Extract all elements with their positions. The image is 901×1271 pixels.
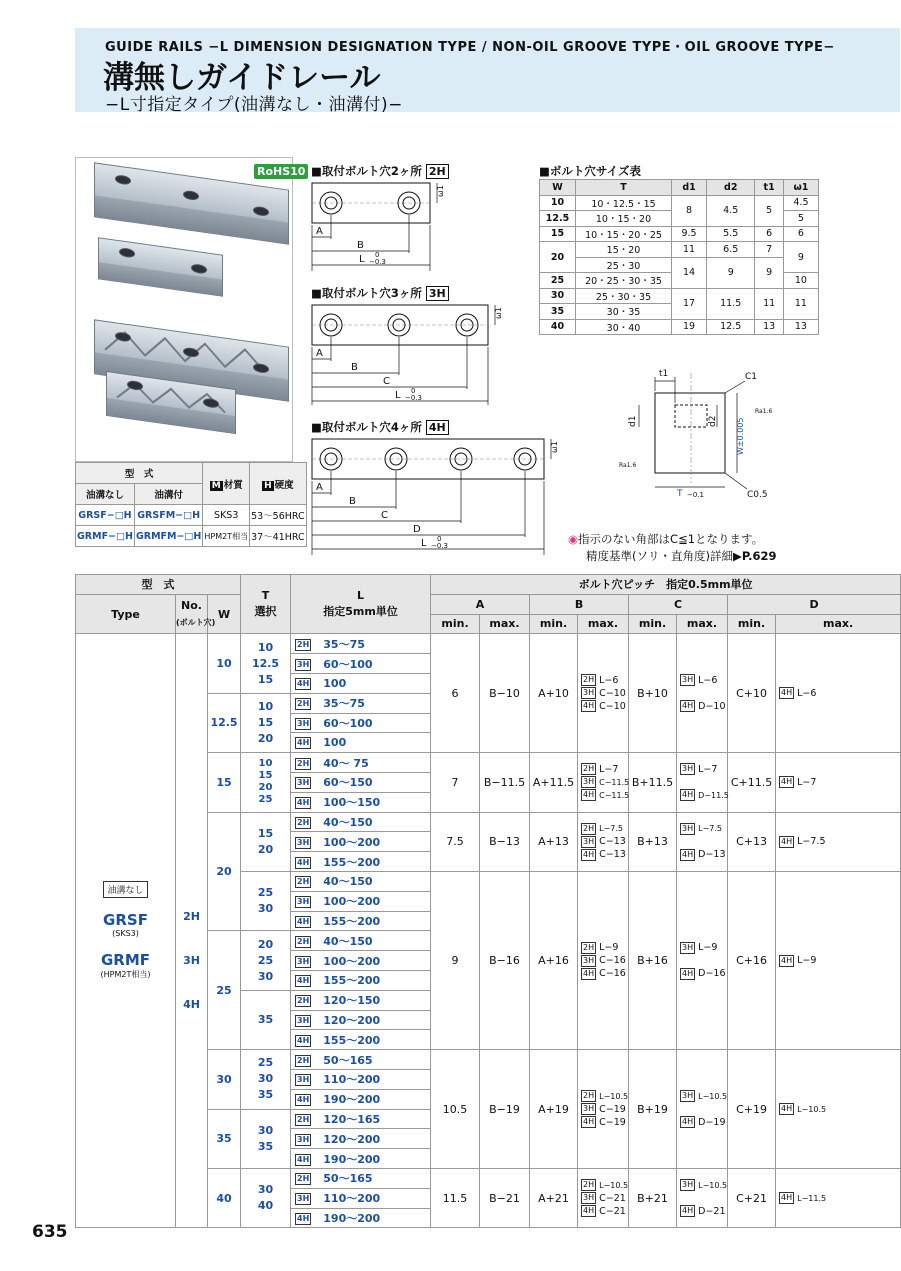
- table-row: 4H 190〜200: [76, 1208, 901, 1228]
- table-row: 4H 155〜200: [76, 852, 901, 872]
- no-cell: 2H 3H 4H: [176, 634, 208, 1228]
- svg-text:ω1: ω1: [436, 185, 445, 197]
- table-row: 4H 100: [76, 733, 901, 753]
- type-badge: 油溝なし: [103, 881, 147, 898]
- svg-text:B: B: [349, 496, 356, 507]
- svg-text:L: L: [395, 390, 401, 401]
- dim-d1: d1: [628, 415, 638, 427]
- col-pitch: ボルト穴ピッチ 指定0.5mm単位: [431, 575, 901, 595]
- col-l: L 指定5mm単位: [291, 575, 431, 634]
- rail-photo-short: [98, 237, 223, 297]
- table-row: 4H 190〜200: [76, 1089, 901, 1109]
- table-row: 3H 100〜200: [76, 891, 901, 911]
- product-photo: [75, 157, 306, 462]
- dim-c1: C1: [745, 372, 758, 382]
- bolt-row: 25・30 14 9 9: [540, 257, 819, 273]
- bolt-row: 35 30・35: [540, 304, 819, 320]
- svg-text:A: A: [316, 348, 323, 359]
- svg-text:−0.3: −0.3: [369, 258, 386, 266]
- svg-text:C: C: [381, 510, 388, 521]
- material-type-b: GRSFM−□H: [134, 505, 202, 526]
- title-english: GUIDE RAILS −L DIMENSION DESIGNATION TYPE / NON-OIL GROOVE TYPE・OIL GROOVE TYPE−: [105, 40, 835, 55]
- subtitle: −L寸指定タイプ(油溝なし・油溝付)−: [105, 95, 403, 115]
- diagram-2h-title: ■取付ボルト穴2ヶ所 2H: [311, 163, 449, 179]
- material-type-a: GRMF−□H: [76, 526, 135, 547]
- bolt-size-table: W T d1 d2 t1 ω1 10 10・12.5・15 8 4.5 5 4.5 12.5 10・15・20 5 15 10・15・20・25 9.5 5.5 6 6 20 15・20 11 6.5 7 9 25・30 14 9 9 25 20・25・30・35 10 30 25・30・35 17 11.5 11 11 35 30・35 40 30・40 19 12.5 13 13: [539, 179, 819, 335]
- diagram-4h: [311, 437, 561, 557]
- dim-t: T: [677, 489, 683, 499]
- diagram-3h-title: ■取付ボルト穴3ヶ所 3H: [311, 285, 449, 301]
- diagram-4h-title: ■取付ボルト穴4ヶ所 4H: [311, 419, 449, 435]
- table-row: 4H 190〜200: [76, 1149, 901, 1169]
- page-ref-arrow-icon: ▶: [732, 549, 742, 563]
- dim-d2: d2: [708, 415, 718, 427]
- table-row: 4H 100: [76, 673, 901, 693]
- table-row: 4H 155〜200: [76, 1030, 901, 1050]
- table-row: 25 30 2H 40〜150 9 B−16 A+16 2H L−9 3H C−16 4H C−16 B+16 3H L−9 4H D−16 C+16 4H L−9: [76, 871, 901, 891]
- svg-text:0: 0: [411, 387, 416, 395]
- hardness-value: 53〜56HRC: [250, 505, 307, 526]
- table-row: 35 30 35 2H 120〜165: [76, 1109, 901, 1129]
- dim-l: L: [359, 254, 365, 265]
- material-type-b: GRMFM−□H: [134, 526, 202, 547]
- table-row: 3H 110〜200: [76, 1188, 901, 1208]
- table-row: 4H 155〜200: [76, 911, 901, 931]
- roughness-label: Ra1.6: [755, 408, 773, 415]
- type-cell: 油溝なし GRSF (SKS3) GRMF (HPM2T相当): [76, 634, 176, 1228]
- svg-text:−0.1: −0.1: [687, 491, 704, 499]
- main-spec-table: 型 式 T 選択 L 指定5mm単位 ボルト穴ピッチ 指定0.5mm単位 Type No. (ボルト穴) W A B C D min. max. min. max. min. max. min. max. 油溝なし GRSF (SKS3) GRMF (HPM2T相当) 2H 3H 4H 10 10 12.5 15 2H 35〜75 6 B−10 A+10 2H L−6 3H C−10 4H C−10 B+10 3H L−6 4H D−10 C+10 4H L−6 3H 60〜100 4H 100 12.5 10 15 20 2H 35〜75 3H 60〜100 4H 100 15 10 15 20 25 2H 40〜 75 7 B−11.5 A+11.5 2H L−7 3H C−11.5 4H C−11.5 B+11.5 3H L−7 4H D−11.5 C+11.5 4H L−7 3H 60〜150 4H 100〜150 20 15 20 2H 40〜150 7.5 B−13 A+13 2H L−7.5 3H C−13 4H C−13 B+13 3H L−7.5 4H D−13 C+13 4H L−7.5 3H 100〜200 4H 155〜200 25 30 2H 40〜150 9 B−16 A+16 2H L−9 3H C−16 4H C−16 B+16 3H L−9 4H D−16 C+16 4H L−9 3H 100〜200 4H 155〜200 25 20 25 30 2H 40〜150 3H 100〜200 4H 155〜200 35 2H 120〜150 3H 120〜200 4H 155〜200 30 25 30 35 2H 50〜165 10.5 B−19 A+19 2H L−10.5 3H C−19 4H C−19 B+19 3H L−10.5 4H D−19 C+19 4H L−10.5 3H 110〜200 4H 190〜200 35 30 35 2H 120〜165 3H 120〜200 4H 190〜200 40 30 40 2H 50〜165 11.5 B−21 A+21 2H L−10.5 3H C−21 4H C−21 B+21 3H L−10.5 4H D−21 C+21 4H L−11.5 3H 110〜200 4H 190〜200: [75, 574, 901, 1228]
- precision-note: 精度基準(ソリ・直角度)詳細▶P.629: [586, 549, 777, 563]
- table-row: 3H 100〜200: [76, 951, 901, 971]
- col-d: D: [728, 594, 901, 614]
- material-col-groove: 油溝付: [134, 484, 202, 505]
- corner-note: ◉指示のない角部はC≦1となります。: [568, 532, 764, 546]
- diagram-2h: [311, 181, 451, 273]
- table-row: 3H 60〜100: [76, 713, 901, 733]
- bolt-row: 12.5 10・15・20 5: [540, 211, 819, 227]
- svg-text:−0.3: −0.3: [431, 542, 448, 550]
- page-number: 635: [32, 1222, 68, 1242]
- material-col-nogroove: 油溝なし: [76, 484, 135, 505]
- pin-icon: ◉: [568, 532, 579, 546]
- main-spec-table-wrap: [75, 574, 900, 1228]
- table-row: 4H 100〜150: [76, 792, 901, 812]
- bolt-row: 10 10・12.5・15 8 4.5 5 4.5: [540, 195, 819, 211]
- svg-text:A: A: [316, 482, 323, 493]
- material-col-type: 型 式: [76, 463, 203, 484]
- table-row: 30 25 30 35 2H 50〜165 10.5 B−19 A+19 2H L−10.5 3H C−19 4H C−19 B+19 3H L−10.5 4H D−19 C+19 4H L−10.5: [76, 1050, 901, 1070]
- bolt-row: 25 20・25・30・35 10: [540, 273, 819, 289]
- table-row: 35 2H 120〜150: [76, 990, 901, 1010]
- page-ref-link[interactable]: P.629: [741, 549, 777, 563]
- type-grsf: GRSF: [103, 911, 148, 930]
- page-header: [75, 28, 900, 115]
- bolt-table-title: ■ボルト穴サイズ表: [539, 164, 641, 178]
- table-row: 3H 60〜100: [76, 654, 901, 674]
- col-t: T 選択: [241, 575, 291, 634]
- table-row: 3H 110〜200: [76, 1069, 901, 1089]
- material-row: [76, 526, 307, 547]
- col-w: W: [208, 594, 241, 634]
- dim-t1: t1: [659, 369, 669, 379]
- table-row: 4H 155〜200: [76, 970, 901, 990]
- material-type-a: GRSF−□H: [76, 505, 135, 526]
- table-row: 25 20 25 30 2H 40〜150: [76, 931, 901, 951]
- table-row: 15 10 15 20 25 2H 40〜 75 7 B−11.5 A+11.5 2H L−7 3H C−11.5 4H C−11.5 B+11.5 3H L−7 4H D−11.5 C+11.5 4H L−7: [76, 753, 901, 773]
- title-japanese: 溝無しガイドレール: [103, 60, 381, 96]
- table-row: 40 30 40 2H 50〜165 11.5 B−21 A+21 2H L−10.5 3H C−21 4H C−21 B+21 3H L−10.5 4H D−21 C+21 4H L−11.5: [76, 1168, 901, 1188]
- material-value: SKS3: [203, 505, 250, 526]
- svg-text:ω1: ω1: [494, 307, 503, 319]
- upper-panel: [75, 157, 900, 570]
- svg-text:0: 0: [375, 251, 380, 259]
- dim-w: W±0.005: [736, 417, 745, 455]
- dim-b: B: [357, 240, 364, 251]
- dim-a: A: [316, 226, 323, 237]
- material-value: HPM2T相当: [203, 526, 250, 547]
- table-row: 3H 60〜150: [76, 772, 901, 792]
- svg-text:ω1: ω1: [550, 441, 559, 453]
- material-col-material: M 材質: [203, 463, 250, 505]
- table-row: 20 15 20 2H 40〜150 7.5 B−13 A+13 2H L−7.5 3H C−13 4H C−13 B+13 3H L−7.5 4H D−13 C+13 4H L−7.5: [76, 812, 901, 832]
- material-table: [75, 462, 307, 547]
- svg-text:L: L: [421, 538, 427, 549]
- table-row: 12.5 10 15 20 2H 35〜75: [76, 693, 901, 713]
- hardness-value: 37〜41HRC: [250, 526, 307, 547]
- section-detail-diagram: [615, 363, 815, 503]
- type-grmf: GRMF: [100, 951, 151, 970]
- material-row: [76, 505, 307, 526]
- col-b: B: [530, 594, 629, 614]
- rohs-badge: RoHS10: [254, 164, 308, 179]
- table-row: 3H 120〜200: [76, 1010, 901, 1030]
- col-no: No. (ボルト穴): [176, 594, 208, 634]
- bolt-row: 30 25・30・35 17 11.5 11 11: [540, 288, 819, 304]
- col-type-group: 型 式: [76, 575, 241, 595]
- roughness-label: Ra1.6: [619, 462, 637, 469]
- svg-text:B: B: [351, 362, 358, 373]
- diagram-3h: [311, 303, 511, 407]
- table-row: 3H 100〜200: [76, 832, 901, 852]
- svg-text:−0.3: −0.3: [405, 394, 422, 402]
- svg-text:0: 0: [437, 535, 442, 543]
- table-row: 油溝なし GRSF (SKS3) GRMF (HPM2T相当) 2H 3H 4H 10 10 12.5 15 2H 35〜75 6 B−10 A+10 2H L−6 3H C−10 4H C−10 B+10 3H L−6 4H D−10 C+10 4H L−6: [76, 634, 901, 654]
- bolt-row: 20 15・20 11 6.5 7 9: [540, 242, 819, 258]
- svg-text:C: C: [383, 376, 390, 387]
- dim-c05: C0.5: [747, 490, 768, 500]
- table-row: 3H 120〜200: [76, 1129, 901, 1149]
- col-c: C: [629, 594, 728, 614]
- svg-text:D: D: [413, 524, 421, 535]
- col-type: Type: [76, 594, 176, 634]
- material-col-hardness: H 硬度: [250, 463, 307, 505]
- col-a: A: [431, 594, 530, 614]
- bolt-row: 40 30・40 19 12.5 13 13: [540, 319, 819, 335]
- bolt-row: 15 10・15・20・25 9.5 5.5 6 6: [540, 226, 819, 242]
